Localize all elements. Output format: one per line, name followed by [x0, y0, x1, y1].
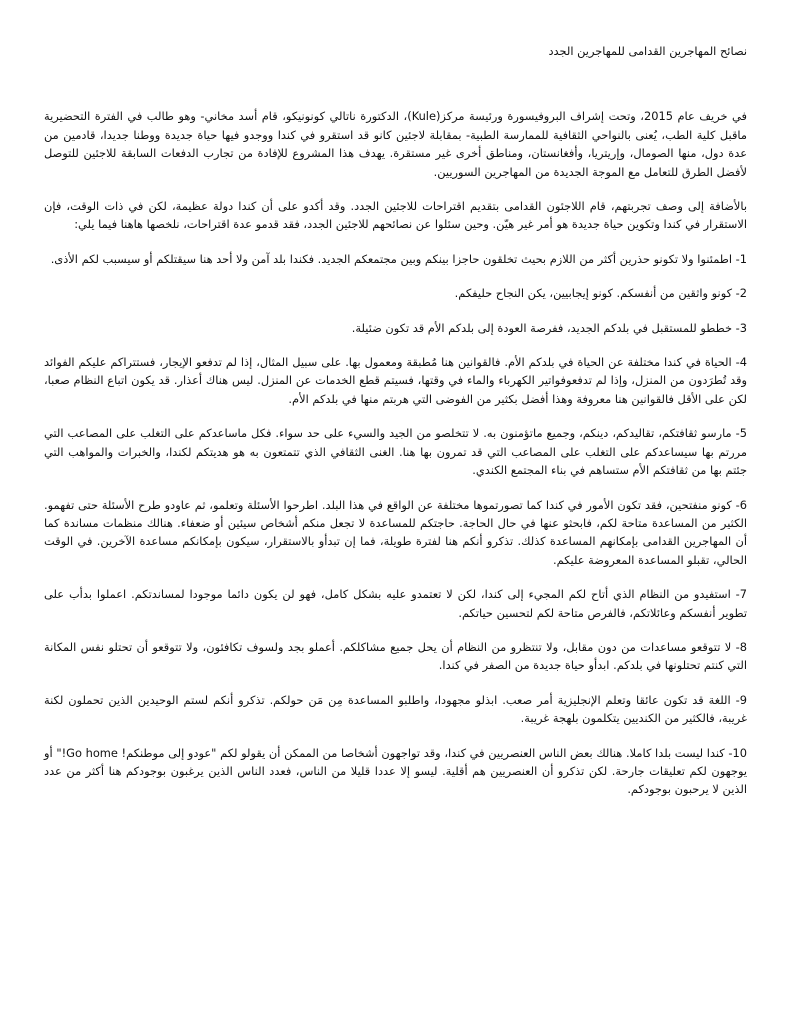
advice-item-5: 5- مارسو ثقافتكم، تقاليدكم، دينكم، وجميع ماتؤمنون به. لا تتخلصو من الجيد والسيء على حد سواء. فكل ماساعدكم على التغلب على المصاعب التي مررتم بها سيساعدكم على التغلب على المصاعب التي قد تمرون بها هنا. الغنى الثقافي الذي تتمتعون به هو هديتكم لكندا، والخبرات والمواهب التي جئتم بها من ثقافتكم الأم ستساهم في بناء المجتمع الكندي.: [44, 426, 747, 478]
advice-item-7: 7- استفيدو من النظام الذي أتاح لكم المجيء إلى كندا، لكن لا تعتمدو عليه بشكل كامل، فهو لن يكون دائما موجودا لمساندتكم. اعملوا بدأب على تطوير أنفسكم وعائلاتكم، فالفرص متاحة لكم لتحسين حياتكم.: [44, 587, 747, 620]
advice-item-2: 2- كونو واثقين من أنفسكم. كونو إيجابيين، يكن النجاح حليفكم.: [454, 286, 747, 301]
advice-item-10: 10- كندا ليست بلدا كاملا. هنالك بعض الناس العنصريين في كندا، وقد تواجهون أشخاصا من الممكن أن يقولو لكم "عودو إلى موطنكم! Go home!" أو يوجهون لكم تعليقات جارحة. لكن تذكرو أن العنصريين هم أقلية. ليسو إلا عددا قليلا من الناس، فعدد الناس الذين يرغبون بوجودكم هنا أكثر من عدد الذين لا يرحبون بوجودكم.: [44, 745, 747, 797]
advice-item-3: 3- خططو للمستقبل في بلدكم الجديد، ففرصة العودة إلى بلدكم الأم قد تكون ضئيلة.: [351, 320, 747, 335]
advice-item-9: 9- اللغة قد تكون عائقا وتعلم الإنجليزية أمر صعب. ابذلو مجهودا، واطلبو المساعدة مِن مَن حولكم. تذكرو أنكم لستم الوحيدين الذين تحملون لكنة غريبة، فالكثير من الكنديين يتكلمون بلهجة غريبة.: [44, 692, 747, 726]
advice-item-6: 6- كونو منفتحين، فقد تكون الأمور في كندا كما تصورتموها مختلفة عن الواقع في هذا البلد. اطرحوا الأسئلة وتعلمو، ثم عاودو طرح الأسئلة حتى تفهمو. الكثير من المساعدة متاحة لكم، فابحثو عنها في حال الحاجة. حاجتكم للمساعدة لا تجعل منكم أشخاص سيئين أو ضعفاء. هنالك منظمات مساندة كما أن المهاجرين القدامى بإمكانهم المساعدة كذلك. تذكرو أنكم هنا لفترة طويلة، فما إن تبدأو بالاستقرار، سيكون بإمكانكم مساعدة الآخرين. في الوقت الحالي، تقبلو المساعدة المعروضة عليكم.: [44, 497, 747, 567]
document-title: نصائح المهاجرين القدامى للمهاجرين الجدد: [548, 44, 747, 58]
advice-item-1: 1- اطمئنوا ولا تكونو حذرين أكثر من اللازم بحيث تخلقون حاجزا بينكم وبين مجتمعكم الجديد. فكندا بلد آمن ولا أحد هنا سيقتلكم أو سيسبب لكم الأذى.: [50, 251, 747, 266]
advice-item-4: 4- الحياة في كندا مختلفة عن الحياة في بلدكم الأم. فالقوانين هنا مُطبقة ومعمول بها. على سبيل المثال، إذا لم تدفعو الإيجار، فستتراكم عليكم الفوائد وقد تُطرَدون من المنزل، وإذا لم تدفعوفواتير الكهرباء والماء في وقتها، فسيتم قطع الخدمات عن المنزل. ليس هناك أعذار. قد يكون اتباع النظام صعبا، لكن على الأقل فالقوانين هنا معروفة وهذا أفضل بكثير من الفوضى التي هربتم منها في بلدكم الأم.: [44, 355, 747, 406]
advice-item-8: 8- لا تتوقعو مساعدات من دون مقابل، ولا تنتظرو من النظام أن يحل جميع مشاكلكم. أعملو بجد ولسوف تكافئون، ولا تتوقعو أن تحتلو نفس المكانة التي كنتم تحتلونها في بلدكم. ابدأو حياة جديدة من الصفر في كندا.: [44, 639, 747, 673]
intro-paragraph: في خريف عام 2015، وتحت إشراف البروفيسورة ورئيسة مركز(Kule)، الدكتورة ناتالي كونونيكو، قام أسد مخاني- وهو طالب في الفترة التحضيرية ماقبل كلية الطب، يُعنى بالنواحي الثقافية للممارسة الطبية- بمقابلة لاجئين كانو قد استقرو في كندا ووجدو فيها حياة جديدة ووطنا جديدا، قادمين من عدة دول، منها الصومال، وإريتريا، وأفغانستان، ومناطق أخرى غير مستقرة. يهدف هذا المشروع للإفادة من تجارب الدفعات السابقة للاجئين للتوصل لأفضل الطرق للتعامل مع الموجة الجديدة من المهاجرين السوريين.: [44, 109, 747, 179]
summary-paragraph: بالأضافة إلى وصف تجربتهم، قام اللاجئون القدامى بتقديم اقتراحات للاجئين الجدد. وقد أكدو على أن كندا دولة عظيمة، لكن في ذات الوقت، فإن الاستقرار في كندا وتكوين حياة جديدة هو أمر غير هيّن. وحين سئلوا عن نصائحهم للاجئين الجدد، فقد قدمو عدة اقتراحات، نلخصها هاهنا فيما يلي:: [44, 199, 747, 232]
